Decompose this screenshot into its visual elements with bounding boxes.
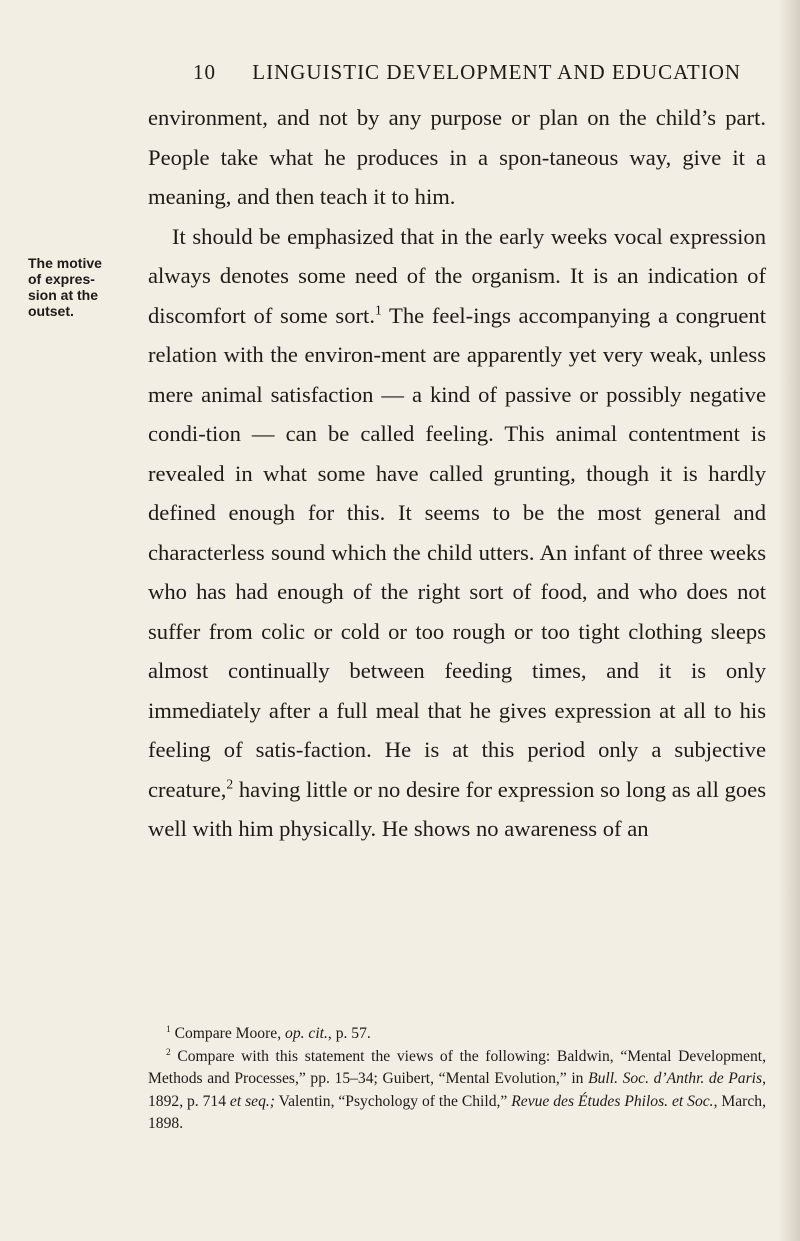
margin-note [28, 255, 118, 319]
footnote-italic: op. cit. [285, 1025, 328, 1042]
paragraph-text: having little or no desire for expression so long as all goes well with him physically. He shows no awareness of an [148, 776, 766, 841]
footnote-mark: 2 [166, 1047, 171, 1058]
footnote-italic: Bull. Soc. d’Anthr. de Paris [588, 1070, 763, 1087]
footnotes [148, 1023, 766, 1136]
footnote-text: Compare Moore, [170, 1025, 286, 1042]
footnote-text: , p. 57. [327, 1025, 371, 1042]
running-header [193, 60, 773, 85]
footnote-text: , 1892, p. 714 [148, 1070, 766, 1110]
body-text [148, 98, 766, 849]
footnote-1 [148, 1023, 766, 1046]
footnote-italic: et seq.; [229, 1092, 275, 1110]
margin-note-line: outset. [28, 303, 74, 319]
footnote-text: Valentin, “Psychology of the Child,” [274, 1092, 512, 1110]
paragraph-text: The feel-ings accompanying a congruent relation with the environ-ment are apparently yet very weak, unless mere animal satisfaction — a kind of passive or possibly negative condi-tion — can be called feeling. This animal contentment is revealed in what some have called grunting, though it is hardly defined enough for this. It seems to be the most general and characterless sound which the child utters. An infant of three weeks who has had enough of the right sort of food, and who does not suffer from colic or cold or too rough or too tight clothing sleeps almost continually between feeding times, and it is only immediately after a full meal that he gives expression at all to his feeling of satis-faction. He is at this period only a subjective creature, [148, 302, 766, 802]
margin-note-line: of expres- [28, 271, 95, 287]
margin-note-line: sion at the [28, 287, 99, 303]
paragraph-text: It should be emphasized that in the early weeks vocal expression always denotes some need of the organism. It is an indication of discomfort of some sort. [148, 223, 766, 328]
page-number: 10 [193, 60, 216, 84]
margin-note-line: The motive [28, 255, 102, 271]
footnote-ref-1: 1 [374, 301, 382, 317]
page-edge-shadow [778, 0, 800, 1241]
footnote-text: Compare with this statement the views of the following: Baldwin, “Mental Development, Methods and Processes,” pp. 15–34; Guibert, “Mental Evolution,” in [148, 1047, 766, 1087]
paragraph-motive [148, 217, 766, 849]
footnote-italic: Revue des Études Philos. et Soc. [511, 1092, 714, 1110]
running-title: LINGUISTIC DEVELOPMENT AND EDUCATION [252, 60, 742, 84]
footnote-text: , March, 1898. [148, 1092, 766, 1132]
footnote-2 [148, 1046, 766, 1136]
paragraph-continuation: environment, and not by any purpose or plan on the child’s part. People take what he produces in a spon-taneous way, give it a meaning, and then teach it to him. [148, 105, 766, 209]
footnote-ref-2: 2 [226, 775, 234, 791]
footnote-mark: 1 [166, 1024, 171, 1035]
